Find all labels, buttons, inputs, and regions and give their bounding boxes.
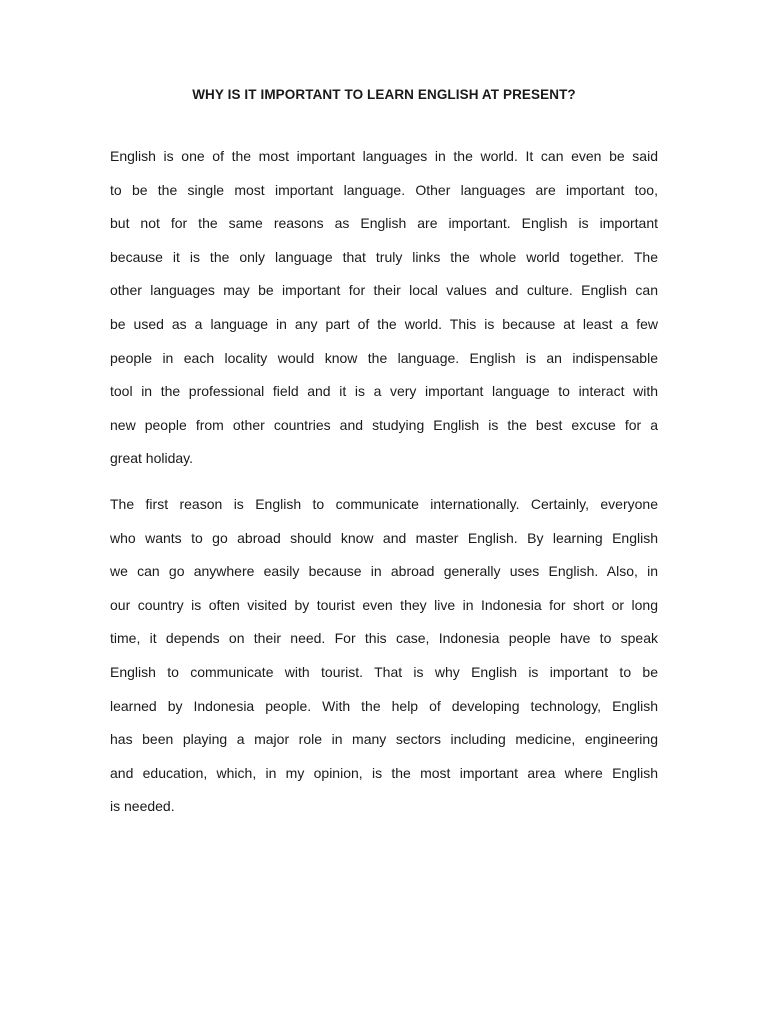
paragraph-line: learned by Indonesia people. With the help of developing technology, English xyxy=(110,697,658,714)
paragraph-2 xyxy=(110,488,658,824)
paragraph-line: The first reason is English to communicate internationally. Certainly, everyone xyxy=(110,496,658,512)
paragraph-line: is needed. xyxy=(110,798,175,815)
paragraph-line: English to communicate with tourist. That is why English is important to be xyxy=(110,663,658,680)
paragraph-line: our country is often visited by tourist even they live in Indonesia for short or long xyxy=(110,596,658,613)
paragraph-line: because it is the only language that truly links the whole world together. The xyxy=(110,248,658,265)
paragraph-line: be used as a language in any part of the world. This is because at least a few xyxy=(110,315,658,332)
paragraph-line: time, it depends on their need. For this case, Indonesia people have to speak xyxy=(110,630,658,647)
paragraph-line: new people from other countries and studying English is the best excuse for a xyxy=(110,416,658,433)
paragraph-line: has been playing a major role in many sectors including medicine, engineering xyxy=(110,731,658,748)
paragraph-line: English is one of the most important languages in the world. It can even be said xyxy=(110,148,658,164)
paragraph-line: great holiday. xyxy=(110,450,194,467)
document-title: WHY IS IT IMPORTANT TO LEARN ENGLISH AT PRESENT? xyxy=(192,87,576,102)
paragraph-line: people in each locality would know the language. English is an indispensable xyxy=(110,349,658,366)
paragraph-line: and education, which, in my opinion, is the most important area where English xyxy=(110,764,658,781)
paragraph-line: but not for the same reasons as English are important. English is important xyxy=(110,215,658,232)
paragraph-line: other languages may be important for their local values and culture. English can xyxy=(110,282,658,299)
paragraph-line: who wants to go abroad should know and master English. By learning English xyxy=(110,529,658,546)
paragraph-1 xyxy=(110,140,658,476)
paragraph-line: to be the single most important language. Other languages are important too, xyxy=(110,181,658,198)
paragraph-line: tool in the professional field and it is a very important language to interact with xyxy=(110,383,658,400)
paragraph-line: we can go anywhere easily because in abroad generally uses English. Also, in xyxy=(110,563,658,580)
